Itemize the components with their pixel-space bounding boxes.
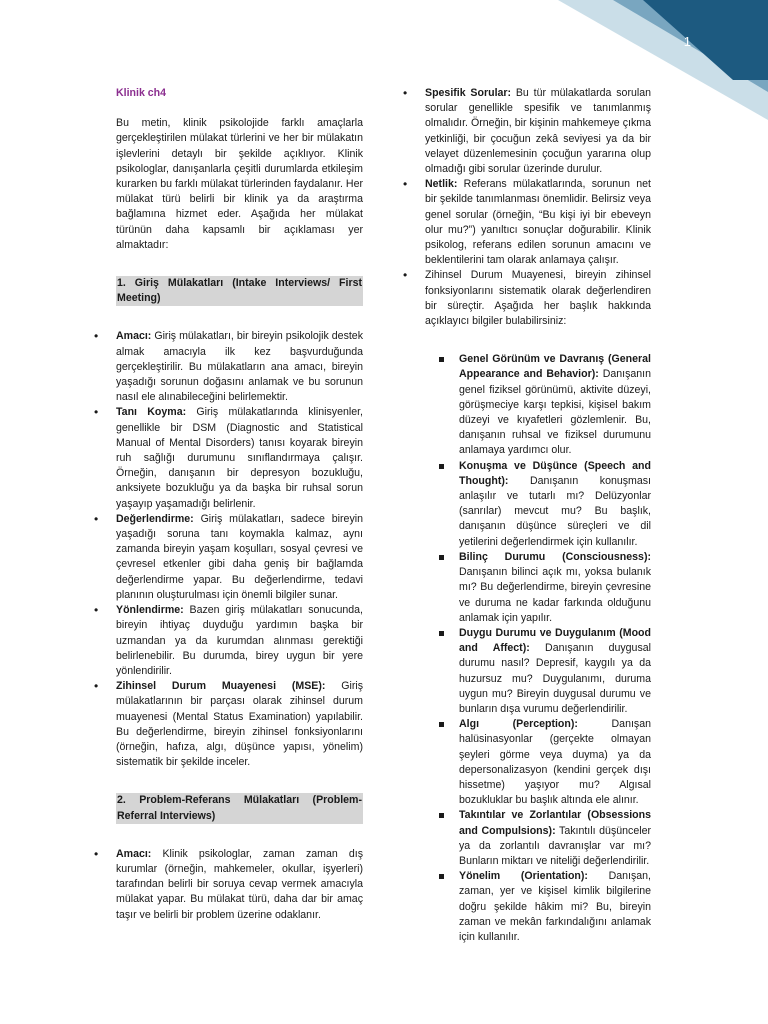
section-heading-problem-referral: 2. Problem-Referans Mülakatları (Problem-Referral Interviews) (116, 793, 363, 823)
list-item: Genel Görünüm ve Davranış (General Appearance and Behavior): Danışanın genel fiziksel görünümü, aktivite düzeyi, görüşmeciye karşı tepkisi, kişisel bakım düzeyi ve kıyafetleri gözlemlenir. Bu, danışanın ruhsal ve fiziksel durumunu anlamaya yardımcı olur. (459, 352, 651, 458)
list-item: • Zihinsel Durum Muayenesi, bireyin zihinsel fonksiyonlarını sistematik olarak değerlendiren bir süreçtir. Aşağıda her başlık hakkında açıklayıcı bilgiler bulabilirsiniz: (425, 268, 651, 329)
problem-referral-list (116, 847, 363, 923)
page-number: 1 (683, 34, 691, 49)
list-item: • Amacı: Giriş mülakatları, bir bireyin psikolojik destek almak amacıyla ilk kez başvurduğunda gerçekleştirilir. Bu mülakatların ana amacı, bireyin yaşadığı sorunun doğasını anlamak ve bu sorunun nasıl ele alınabileceğini belirlemektir. (116, 329, 363, 405)
intake-list (116, 329, 363, 770)
left-column (116, 86, 363, 923)
list-item: Algı (Perception): Danışan halüsinasyonlar (gerçekte olmayan şeyleri görme veya duyma) ya da depersonalizasyon (kendini gerçek dışı hissetme) yaşıyor mu? Algısal bozukluklar bu başlık altında ele alınır. (459, 717, 651, 808)
right-column (425, 86, 651, 945)
list-item: • Yönlendirme: Bazen giriş mülakatları sonucunda, bireyin ihtiyaç duyduğu yardımın başka bir uzmandan ya da kurumdan alınması gerektiği belirlenebilir. Bu durumda, birey uygun bir yere yönlendirilir. (116, 603, 363, 679)
intro-paragraph: Bu metin, klinik psikolojide farklı amaçlarla gerçekleştirilen mülakat türlerini ve her bir mülakatın işlevlerini detaylı bir şekilde açıklıyor. Klinik psikologlar, danışanlarla çeşitli durumlarda etkileşim kurarken bu farklı mülakat türlerinden faydalanır. Her mülakat türü belirli bir klinik ya da araştırma bağlamına hizmet eder. Aşağıda her mülakat türünün daha kapsamlı bir açıklaması yer almaktadır: (116, 117, 363, 251)
problem-referral-list-continued (425, 86, 651, 329)
list-item: • Tanı Koyma: Giriş mülakatlarında klinisyenler, genellikle bir DSM (Diagnostic and Statistical Manual of Mental Disorders) tanısı koyarak bireyin ruh sağlığı durumunu sınıflandırmaya çalışır. Örneğin, danışanın bir depresyon bozukluğu, anksiyete bozukluğu ya da başka bir ruhsal sorun yaşayıp yaşamadığı belirlenir. (116, 405, 363, 511)
list-item: Konuşma ve Düşünce (Speech and Thought): Danışanın konuşması anlaşılır ve tutarlı mı? Delüzyonlar (sanrılar) mevcut mu? Bu başlık, danışanın düşünce süreçleri ve dil yetilerini değerlendirmek için kullanılır. (459, 459, 651, 550)
list-item: • Değerlendirme: Giriş mülakatları, sadece bireyin yaşadığı soruna tanı koymakla kalmaz, aynı zamanda bireyin yaşam koşulları, sosyal çevresi ve çevresel etkenler gibi daha geniş bir bağlamda değerlendirme yapar. Bu değerlendirme, tedavi planının oluşturulması için önemli bilgiler sunar. (116, 512, 363, 603)
list-item: Bilinç Durumu (Consciousness): Danışanın bilinci açık mı, yoksa bulanık mı? Bu değerlendirme, bireyin çevresine ve duruma ne kadar farkında olduğunu anlamak için yapılır. (459, 550, 651, 626)
section-heading-intake: 1. Giriş Mülakatları (Intake Interviews/ First Meeting) (116, 276, 363, 306)
document-title: Klinik ch4 (116, 87, 167, 99)
list-item: Yönelim (Orientation): Danışan, zaman, yer ve kişisel kimlik bilgilerine doğru şekilde hâkim mi? Bu, bireyin zaman ve mekân farkındalığını anlamak için kullanılır. (459, 869, 651, 945)
list-item: • Amacı: Klinik psikologlar, zaman zaman dış kurumlar (örneğin, mahkemeler, okullar, işyerleri) tarafından belirli bir soruya cevap vermek amacıyla mülakat yapar. Bu mülakat türü, daha dar bir amaç taşır ve belirli bir problem üzerine odaklanır. (116, 847, 363, 923)
list-item: Duygu Durumu ve Duygulanım (Mood and Affect): Danışanın duygusal durumu nasıl? Depresif, kaygılı ya da huzursuz mu? Duygulanımı, duruma uygun mu? Bireyin duygusal durumu ve bunların dışa vurumu değerlendirilir. (459, 626, 651, 717)
list-item: Takıntılar ve Zorlantılar (Obsessions and Compulsions): Takıntılı düşünceler ya da zorlantılı davranışlar var mı? Bunların miktarı ve niteliği değerlendirilir. (459, 808, 651, 869)
list-item: • Zihinsel Durum Muayenesi (MSE): Giriş mülakatlarının bir parçası olarak zihinsel durum muayenesi (Mental Status Examination) yapılabilir. Bu değerlendirme, bireyin zihinsel fonksiyonlarını (örneğin, hafıza, algı, düşünce yapısı, yönelim) sistematik bir şekilde inceler. (116, 679, 363, 770)
list-item: • Netlik: Referans mülakatlarında, sorunun net bir şekilde tanımlanması önemlidir. Belirsiz veya genel sorular (örneğin, “Bu kişi iyi bir ebeveyn olur mu?”) yanıltıcı sonuçlar doğurabilir. Klinik psikolog, referans edilen sorunun amacını ve beklentilerini tam olarak anlamaya çalışır. (425, 177, 651, 268)
list-item: • Spesifik Sorular: Bu tür mülakatlarda sorulan sorular genellikle spesifik ve tanımlanmış olmalıdır. Örneğin, bir kişinin mahkemeye çıkma yetkinliği, bir çocuğun zekâ seviyesi ya da bir velayet düzenlemesinin çocuğun yararına olup olmadığı gibi sorular üzerinde durulur. (425, 86, 651, 177)
mse-sub-list (459, 352, 651, 945)
